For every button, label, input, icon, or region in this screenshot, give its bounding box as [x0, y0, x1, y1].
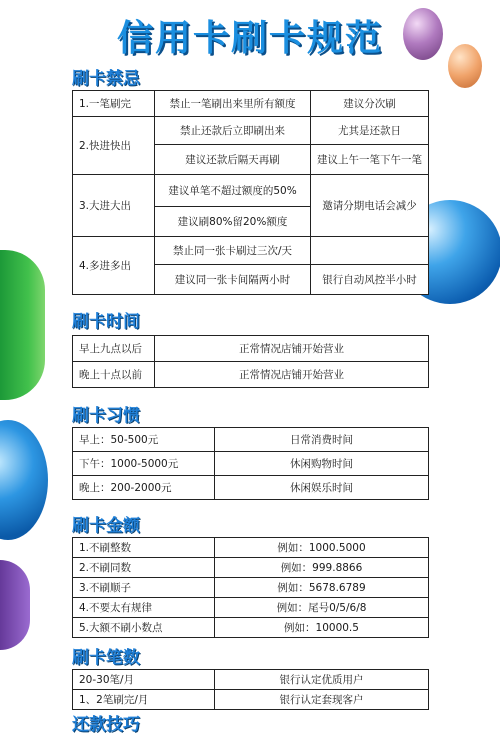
- row-value: 日常消费时间: [215, 428, 429, 452]
- table-row: [73, 476, 429, 500]
- row-label: 早上九点以后: [73, 336, 155, 362]
- table-row: [73, 336, 429, 362]
- section-heading-amount: 刷卡金额: [72, 516, 140, 536]
- row-label: 1.不刷整数: [73, 538, 215, 558]
- habit-table: [72, 427, 429, 500]
- table-row: [73, 598, 429, 618]
- row-advice: 建议上午一笔下午一笔: [311, 145, 429, 175]
- table-row: [73, 91, 429, 117]
- amount-table: [72, 537, 429, 638]
- row-desc: 禁止同一张卡刷过三次/天: [155, 237, 311, 265]
- row-value: 正常情况店铺开始营业: [155, 336, 429, 362]
- table-row: [73, 237, 429, 265]
- row-value: 正常情况店铺开始营业: [155, 362, 429, 388]
- row-label: 4.不要太有规律: [73, 598, 215, 618]
- table-row: [73, 618, 429, 638]
- section-heading-habit: 刷卡习惯: [72, 406, 140, 426]
- row-desc: 禁止还款后立即刷出来: [155, 117, 311, 145]
- table-row: [73, 117, 429, 145]
- table-row: [73, 175, 429, 207]
- row-label: 3.大进大出: [73, 175, 155, 237]
- row-label: 晚上十点以前: [73, 362, 155, 388]
- row-label: 3.不刷顺子: [73, 578, 215, 598]
- row-value: 例如：尾号0/5/6/8: [215, 598, 429, 618]
- table-row: [73, 558, 429, 578]
- section-heading-time: 刷卡时间: [72, 312, 140, 332]
- table-row: [73, 690, 429, 710]
- time-table: [72, 335, 429, 388]
- table-row: [73, 578, 429, 598]
- row-advice: 邀请分期电话会减少: [311, 175, 429, 237]
- row-label: 20-30笔/月: [73, 670, 215, 690]
- purple-shape-decoration: [0, 560, 30, 650]
- row-advice: 银行自动风控半小时: [311, 265, 429, 295]
- row-desc: 建议还款后隔天再刷: [155, 145, 311, 175]
- row-value: 例如：10000.5: [215, 618, 429, 638]
- row-value: 银行认定套现客户: [215, 690, 429, 710]
- blue-ball-decoration: [0, 420, 48, 540]
- row-label: 4.多进多出: [73, 237, 155, 295]
- table-row: [73, 428, 429, 452]
- row-label: 1.一笔刷完: [73, 91, 155, 117]
- row-desc: 建议刷80%留20%额度: [155, 207, 311, 237]
- table-row: [73, 670, 429, 690]
- row-label: 1、2笔刷完/月: [73, 690, 215, 710]
- section-heading-forbidden: 刷卡禁忌: [72, 69, 140, 89]
- row-label: 2.不刷同数: [73, 558, 215, 578]
- section-heading-count: 刷卡笔数: [72, 648, 140, 668]
- row-desc: 禁止一笔刷出来里所有额度: [155, 91, 311, 117]
- count-table: [72, 669, 429, 710]
- row-label: 2.快进快出: [73, 117, 155, 175]
- row-desc: 建议同一张卡间隔两小时: [155, 265, 311, 295]
- forbidden-table: [72, 90, 429, 295]
- row-value: 例如：999.8866: [215, 558, 429, 578]
- row-label: 早上：50-500元: [73, 428, 215, 452]
- table-row: [73, 362, 429, 388]
- row-value: 银行认定优质用户: [215, 670, 429, 690]
- row-desc: 建议单笔不超过额度的50%: [155, 175, 311, 207]
- green-shape-decoration: [0, 250, 45, 400]
- row-value: 休闲购物时间: [215, 452, 429, 476]
- row-value: 休闲娱乐时间: [215, 476, 429, 500]
- row-label: 晚上：200-2000元: [73, 476, 215, 500]
- row-label: 5.大额不刷小数点: [73, 618, 215, 638]
- section-heading-repay: 还款技巧: [72, 715, 140, 735]
- row-label: 下午：1000-5000元: [73, 452, 215, 476]
- table-row: [73, 538, 429, 558]
- page-title: 信用卡刷卡规范: [116, 18, 383, 59]
- row-advice: 尤其是还款日: [311, 117, 429, 145]
- row-value: 例如：5678.6789: [215, 578, 429, 598]
- row-advice: [311, 237, 429, 265]
- row-advice: 建议分次刷: [311, 91, 429, 117]
- row-value: 例如：1000.5000: [215, 538, 429, 558]
- table-row: [73, 452, 429, 476]
